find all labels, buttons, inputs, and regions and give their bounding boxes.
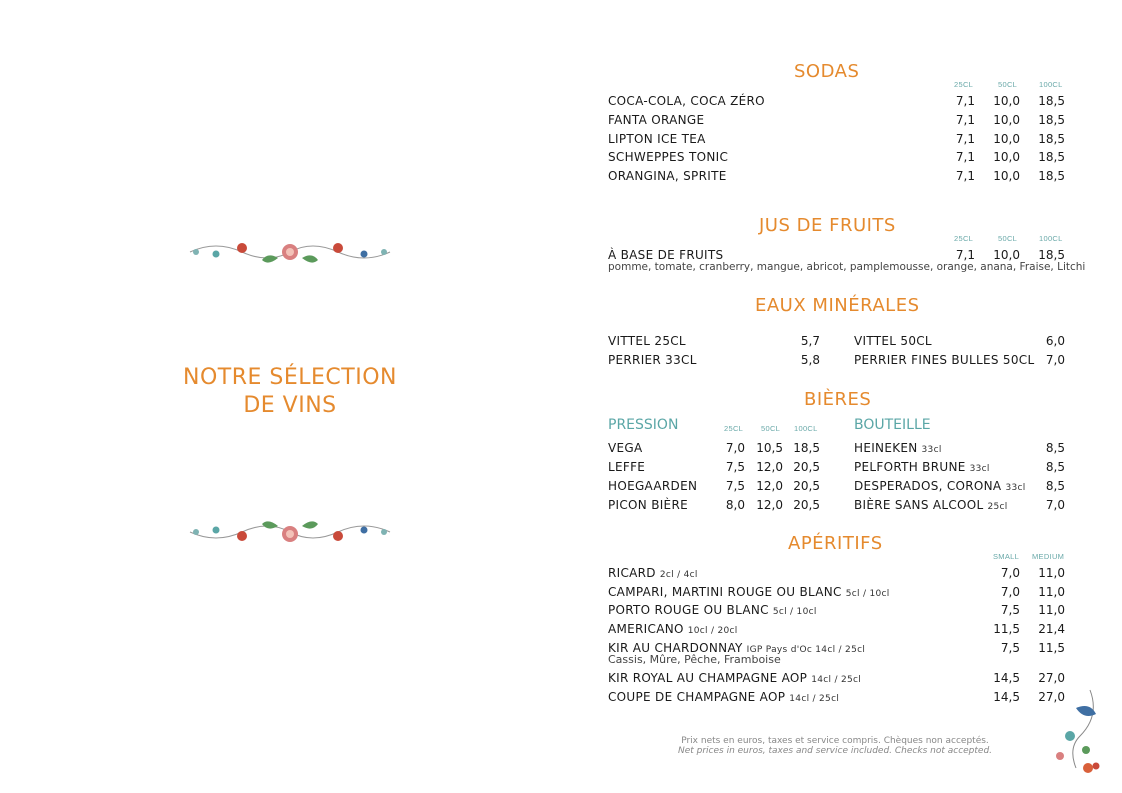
biere-bouteille-price: 8,5 [1045, 460, 1065, 474]
pression-label: PRESSION [608, 417, 679, 433]
biere-bouteille-price: 8,5 [1045, 441, 1065, 455]
biere-bouteille-price: 7,0 [1045, 498, 1065, 512]
biere-bouteille-row [854, 441, 942, 455]
floral-ornament-top [186, 232, 394, 272]
footer-english: Net prices in euros, taxes and service included. Checks not accepted. [677, 746, 993, 756]
biere-bouteille-row [854, 460, 990, 474]
soda-price-25: 7,1 [955, 112, 975, 127]
soda-price-25: 7,1 [955, 150, 975, 165]
wine-selection-line1: NOTRE SÉLECTION [183, 365, 397, 390]
jus-price-25: 7,1 [955, 248, 975, 262]
aperitifs-title: APÉRITIFS [788, 533, 883, 554]
soda-name: SCHWEPPES TONIC [608, 150, 729, 165]
biere-bouteille-row [854, 479, 1026, 493]
aperitifs-size-medium: MEDIUM [1032, 552, 1065, 561]
aperitif-price-small: 7,5 [1000, 641, 1020, 655]
bouteille-label: BOUTEILLE [854, 417, 931, 433]
floral-ornament-bottom [186, 512, 394, 552]
soda-price-50: 10,0 [993, 94, 1020, 108]
aperitif-subtext: Cassis, Mûre, Pêche, Framboise [608, 653, 781, 666]
soda-name: FANTA ORANGE [608, 112, 705, 127]
biere-bouteille-name: PELFORTH BRUNE [854, 460, 966, 474]
sodas-size-100: 100CL [1039, 80, 1063, 89]
jus-size-25: 25CL [954, 234, 974, 243]
aperitif-row [608, 622, 738, 636]
jus-title: JUS DE FRUITS [759, 215, 896, 236]
biere-bouteille-name: HEINEKEN [854, 441, 918, 455]
soda-price-25: 7,1 [955, 131, 975, 146]
eau-name: VITTEL 25CL [608, 334, 686, 348]
biere-bouteille-volume: 33cl [969, 464, 990, 474]
biere-bouteille-volume: 33cl [921, 445, 942, 455]
aperitif-detail: 2cl / 4cl [659, 570, 698, 580]
jus-description: pomme, tomate, cranberry, mangue, abricot, pamplemousse, orange, anana, Fraise, Litchi [608, 261, 1086, 273]
footer-note [630, 736, 1040, 756]
biere-bouteille-volume: 33cl [1005, 483, 1026, 493]
aperitif-price-small: 14,5 [993, 671, 1020, 685]
aperitif-detail: 14cl / 25cl [811, 675, 862, 685]
aperitif-price-small: 11,5 [993, 622, 1020, 636]
bieres-size-50: 50CL [761, 424, 781, 433]
biere-price-100: 20,5 [793, 460, 820, 474]
biere-price-50: 10,5 [756, 441, 783, 455]
soda-name: COCA-COLA, COCA ZÉRO [608, 94, 765, 108]
bieres-size-100: 100CL [794, 424, 818, 433]
biere-bouteille-row [854, 498, 1008, 512]
soda-price-50: 10,0 [993, 131, 1020, 146]
eaux-title: EAUX MINÉRALES [755, 295, 920, 316]
biere-price-50: 12,0 [756, 498, 783, 512]
biere-price-50: 12,0 [756, 479, 783, 493]
sodas-title: SODAS [794, 61, 860, 82]
eau-name: VITTEL 50CL [854, 334, 932, 348]
jus-price-100: 18,5 [1038, 248, 1065, 262]
soda-price-50: 10,0 [993, 169, 1020, 184]
soda-price-100: 18,5 [1038, 112, 1065, 127]
biere-price-50: 12,0 [756, 460, 783, 474]
aperitif-row [608, 671, 861, 685]
biere-pression-name: PICON BIÈRE [608, 498, 688, 512]
aperitif-price-medium: 27,0 [1038, 671, 1065, 685]
biere-price-25: 7,5 [725, 460, 745, 474]
biere-price-25: 8,0 [725, 498, 745, 512]
aperitif-detail: 5cl / 10cl [772, 607, 817, 617]
aperitif-price-medium: 11,5 [1038, 641, 1065, 655]
biere-bouteille-price: 8,5 [1045, 479, 1065, 493]
biere-bouteille-name: DESPERADOS, CORONA [854, 479, 1002, 493]
aperitif-name: COUPE DE CHAMPAGNE AOP [608, 690, 786, 704]
biere-price-100: 20,5 [793, 479, 820, 493]
aperitif-price-small: 7,0 [1000, 566, 1020, 580]
aperitif-name: CAMPARI, MARTINI ROUGE OU BLANC [608, 585, 842, 599]
soda-price-50: 10,0 [993, 150, 1020, 165]
biere-price-25: 7,5 [725, 479, 745, 493]
soda-price-25: 7,1 [955, 169, 975, 184]
biere-bouteille-name: BIÈRE SANS ALCOOL [854, 498, 984, 512]
aperitif-name: RICARD [608, 566, 656, 580]
wine-selection-line2: DE VINS [243, 393, 337, 418]
aperitif-price-small: 14,5 [993, 690, 1020, 704]
aperitif-row [608, 603, 817, 617]
aperitif-detail: 14cl / 25cl [789, 694, 840, 704]
aperitifs-size-small: SMALL [993, 552, 1020, 561]
soda-name: ORANGINA, SPRITE [608, 169, 727, 184]
biere-pression-name: HOEGAARDEN [608, 479, 698, 493]
aperitif-price-small: 7,0 [1000, 585, 1020, 599]
aperitif-price-medium: 27,0 [1038, 690, 1065, 704]
jus-size-50: 50CL [998, 234, 1018, 243]
soda-name: LIPTON ICE TEA [608, 131, 706, 146]
eau-price: 6,0 [1045, 334, 1065, 348]
jus-price-50: 10,0 [993, 248, 1020, 262]
aperitif-price-medium: 11,0 [1038, 585, 1065, 599]
biere-pression-name: LEFFE [608, 460, 646, 474]
biere-price-25: 7,0 [725, 441, 745, 455]
aperitif-price-medium: 11,0 [1038, 566, 1065, 580]
aperitif-row [608, 690, 839, 704]
footer-french: Prix nets en euros, taxes et service compris. Chèques non acceptés. [681, 736, 989, 746]
biere-price-100: 20,5 [793, 498, 820, 512]
aperitif-price-medium: 21,4 [1038, 622, 1065, 636]
sodas-size-25: 25CL [954, 80, 974, 89]
biere-price-100: 18,5 [793, 441, 820, 455]
floral-corner-ornament [1050, 686, 1102, 776]
aperitif-price-small: 7,5 [1000, 603, 1020, 617]
eau-price: 7,0 [1045, 353, 1065, 367]
sodas-size-50: 50CL [998, 80, 1018, 89]
eau-name: PERRIER FINES BULLES 50CL [854, 353, 1035, 367]
eau-price: 5,8 [800, 353, 820, 367]
jus-size-100: 100CL [1039, 234, 1063, 243]
soda-price-100: 18,5 [1038, 169, 1065, 184]
aperitif-name: KIR ROYAL AU CHAMPAGNE AOP [608, 671, 808, 685]
aperitif-row [608, 566, 698, 580]
soda-price-25: 7,1 [955, 94, 975, 108]
jus-item-name: À BASE DE FRUITS [608, 248, 724, 262]
soda-price-100: 18,5 [1038, 150, 1065, 165]
aperitif-row [608, 585, 890, 599]
aperitif-price-medium: 11,0 [1038, 603, 1065, 617]
biere-bouteille-volume: 25cl [987, 502, 1008, 512]
bieres-title: BIÈRES [804, 389, 872, 410]
aperitif-name: AMERICANO [608, 622, 684, 636]
aperitif-name: KIR AU CHARDONNAY [608, 641, 743, 655]
aperitif-name: PORTO ROUGE OU BLANC [608, 603, 769, 617]
soda-price-100: 18,5 [1038, 131, 1065, 146]
bieres-size-25: 25CL [724, 424, 744, 433]
biere-pression-name: VEGA [608, 441, 643, 455]
eau-name: PERRIER 33CL [608, 353, 697, 367]
eau-price: 5,7 [800, 334, 820, 348]
soda-price-50: 10,0 [993, 112, 1020, 127]
aperitif-detail: 5cl / 10cl [845, 589, 890, 599]
aperitif-detail: 10cl / 20cl [687, 626, 738, 636]
wine-selection-title [140, 364, 440, 420]
aperitif-detail: IGP Pays d'Oc 14cl / 25cl [746, 645, 866, 655]
soda-price-100: 18,5 [1038, 94, 1065, 108]
